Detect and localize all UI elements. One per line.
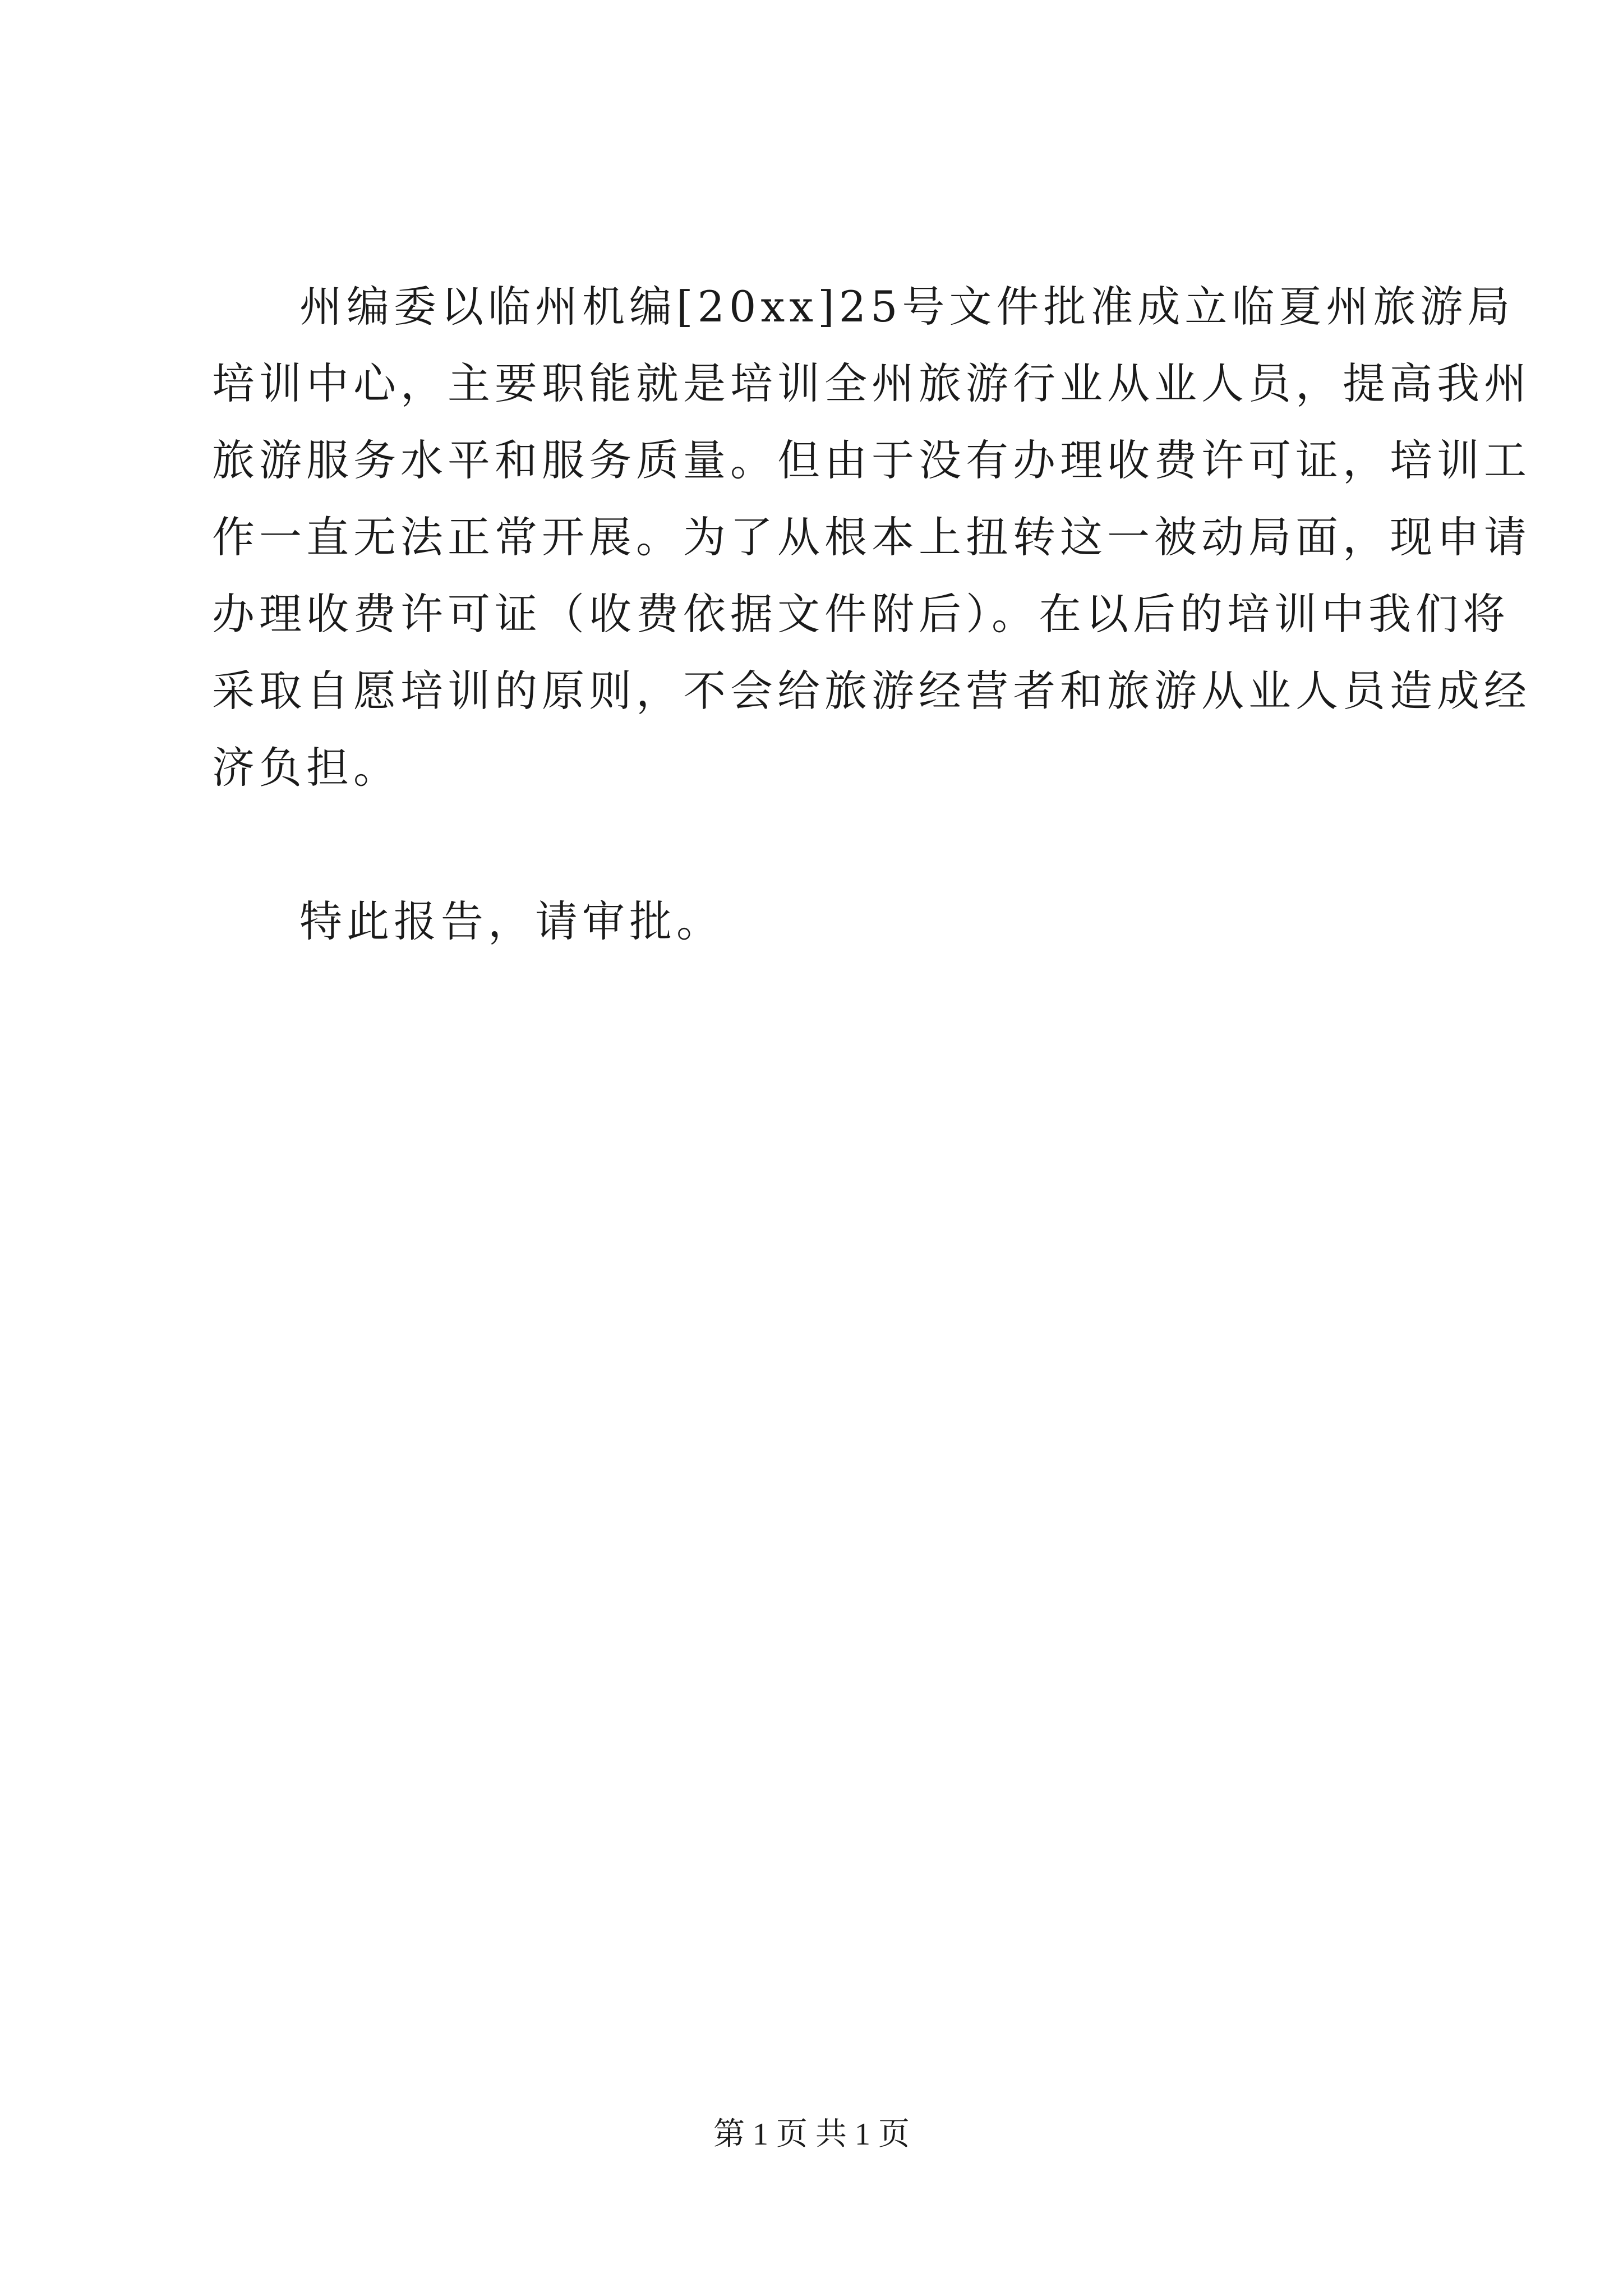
paragraph-line: 采取自愿培训的原则，不会给旅游经营者和旅游从业人员造成经 (212, 666, 1531, 716)
page-number-footer: 第 1 页 共 1 页 (713, 2117, 910, 2152)
paragraph-line: 办理收费许可证（收费依据文件附后）。在以后的培训中我们将 (212, 589, 1510, 639)
paragraph-line: 济负担。 (212, 743, 400, 793)
paragraph-line: 州编委以临州机编[20xx]25号文件批准成立临夏州旅游局 (299, 282, 1515, 332)
paragraph-line: 培训中心，主要职能就是培训全州旅游行业从业人员，提高我州 (212, 358, 1531, 408)
paragraph-line: 旅游服务水平和服务质量。但由于没有办理收费许可证，培训工 (212, 435, 1531, 485)
paragraph-line: 作一直无法正常开展。为了从根本上扭转这一被动局面，现申请 (212, 512, 1531, 562)
closing-line: 特此报告，请审批。 (299, 896, 723, 946)
body-paragraph (212, 268, 1531, 806)
